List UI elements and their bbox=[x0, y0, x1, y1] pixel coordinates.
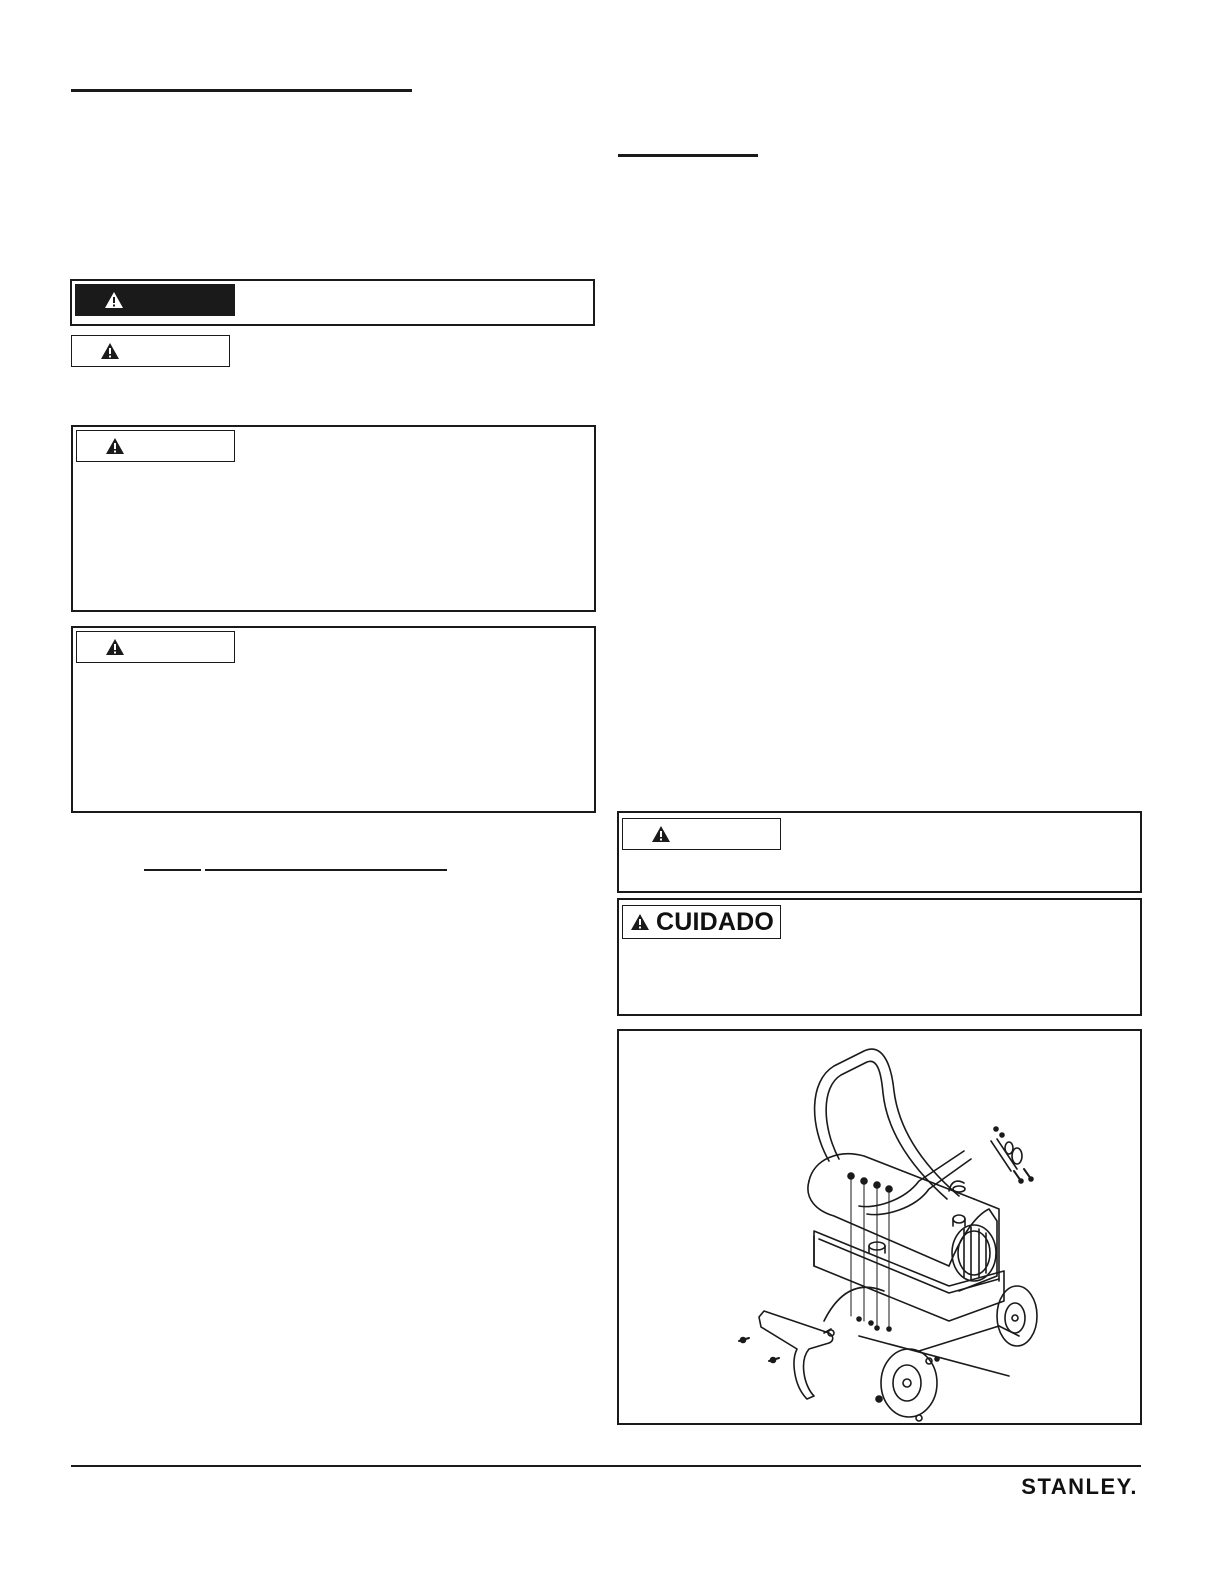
warning-triangle-icon bbox=[630, 913, 650, 931]
cuidado-notice-box bbox=[617, 898, 1142, 1016]
caution-tag-standalone bbox=[71, 335, 230, 367]
assembly-illustration-frame bbox=[617, 1029, 1142, 1425]
danger-notice-box bbox=[70, 279, 595, 326]
cuidado-tag bbox=[622, 905, 781, 939]
warning-notice-box-right bbox=[617, 811, 1142, 893]
heater-assembly-illustration bbox=[619, 1031, 1140, 1423]
subheading-underline-b bbox=[205, 869, 447, 871]
footer-rule bbox=[71, 1465, 1141, 1467]
stanley-logo: STANLEY. bbox=[1021, 1474, 1138, 1499]
warning-tag bbox=[76, 430, 235, 462]
subheading-underline-a bbox=[144, 869, 201, 871]
warning-notice-box-1 bbox=[71, 425, 596, 612]
warning-tag bbox=[76, 631, 235, 663]
warning-triangle-icon bbox=[651, 825, 671, 843]
warning-triangle-icon bbox=[100, 342, 120, 360]
warning-triangle-icon bbox=[105, 638, 125, 656]
warning-triangle-icon bbox=[104, 291, 124, 309]
danger-tag bbox=[75, 284, 235, 316]
warning-triangle-icon bbox=[105, 437, 125, 455]
section-heading-rule-right bbox=[618, 154, 758, 157]
section-heading-rule-left bbox=[71, 89, 412, 92]
cuidado-label: CUIDADO bbox=[656, 907, 775, 936]
warning-tag bbox=[622, 818, 781, 850]
warning-notice-box-2 bbox=[71, 626, 596, 813]
